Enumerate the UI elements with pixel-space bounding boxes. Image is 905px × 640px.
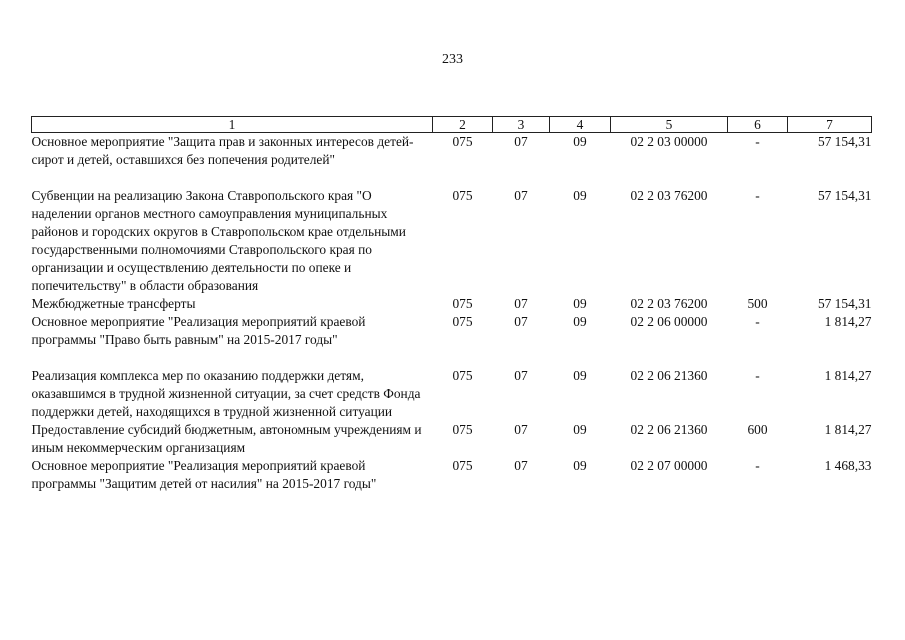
- row-target-article: 02 2 07 00000: [630, 458, 708, 473]
- row-expense-type: 500: [747, 296, 768, 311]
- row-grbs-code: 075: [452, 458, 473, 473]
- row-section-code: 07: [514, 368, 528, 383]
- row-target-article: 02 2 06 21360: [630, 422, 708, 437]
- row-subsection-code: 09: [573, 134, 587, 149]
- row-name: Предоставление субсидий бюджетным, автономным учреждениям и иным некоммерческим организациям: [31, 422, 422, 455]
- row-grbs-code: 075: [452, 188, 473, 203]
- row-target-article: 02 2 03 00000: [630, 134, 708, 149]
- table-row: [32, 457, 872, 493]
- row-subsection-code: 09: [573, 296, 587, 311]
- column-header: 4: [550, 117, 611, 133]
- row-name: Основное мероприятие "Реализация мероприятий краевой программы "Право быть равным" на 2015-2017 годы": [31, 314, 366, 347]
- row-section-code: 07: [514, 422, 528, 437]
- row-section-code: 07: [514, 458, 528, 473]
- row-expense-type: 600: [747, 422, 768, 437]
- row-expense-type: -: [755, 458, 760, 473]
- table-row: [32, 133, 872, 170]
- row-subsection-code: 09: [573, 188, 587, 203]
- table-row: [32, 421, 872, 457]
- row-name: Основное мероприятие "Защита прав и законных интересов детей-сирот и детей, оставшихся без попечения родителей": [31, 134, 414, 167]
- row-grbs-code: 075: [452, 314, 473, 329]
- table-row: [32, 187, 872, 295]
- row-target-article: 02 2 03 76200: [630, 296, 708, 311]
- column-header: 3: [493, 117, 550, 133]
- row-amount: 1 814,27: [824, 314, 872, 329]
- row-target-article: 02 2 06 21360: [630, 368, 708, 383]
- row-section-code: 07: [514, 296, 528, 311]
- row-subsection-code: 09: [573, 314, 587, 329]
- row-expense-type: -: [755, 368, 760, 383]
- row-name: Субвенции на реализацию Закона Ставропольского края "О наделении органов местного самоуправления муниципальных районов и городских округов в Ставропольском крае отдельными государственными полномочиями Ставропольского края по организации и осуществлению деятельности по опеке и попечительству" в области образования: [31, 188, 406, 293]
- row-amount: 57 154,31: [817, 134, 872, 149]
- row-amount: 57 154,31: [817, 296, 872, 311]
- row-grbs-code: 075: [452, 296, 473, 311]
- table-row: [32, 367, 872, 421]
- row-name: Реализация комплекса мер по оказанию поддержки детям, оказавшимся в трудной жизненной ситуации, за счет средств Фонда поддержки детей, находящихся в трудной жизненной ситуации: [31, 368, 421, 419]
- column-header: 7: [788, 117, 872, 133]
- row-section-code: 07: [514, 188, 528, 203]
- row-subsection-code: 09: [573, 422, 587, 437]
- row-section-code: 07: [514, 134, 528, 149]
- row-subsection-code: 09: [573, 368, 587, 383]
- row-spacer: [32, 349, 872, 367]
- row-amount: 1 814,27: [824, 422, 872, 437]
- row-grbs-code: 075: [452, 134, 473, 149]
- table-row: [32, 295, 872, 313]
- row-expense-type: -: [755, 314, 760, 329]
- page-number: 233: [442, 52, 463, 67]
- row-section-code: 07: [514, 314, 528, 329]
- column-header: 2: [433, 117, 493, 133]
- row-amount: 57 154,31: [817, 188, 872, 203]
- column-header: 1: [32, 117, 433, 133]
- row-expense-type: -: [755, 188, 760, 203]
- row-target-article: 02 2 03 76200: [630, 188, 708, 203]
- row-spacer: [32, 169, 872, 187]
- row-name: Межбюджетные трансферты: [31, 296, 196, 311]
- column-header: 6: [728, 117, 788, 133]
- row-name: Основное мероприятие "Реализация мероприятий краевой программы "Защитим детей от насилия" на 2015-2017 годы": [31, 458, 377, 491]
- row-grbs-code: 075: [452, 422, 473, 437]
- row-target-article: 02 2 06 00000: [630, 314, 708, 329]
- row-expense-type: -: [755, 134, 760, 149]
- row-amount: 1 814,27: [824, 368, 872, 383]
- row-grbs-code: 075: [452, 368, 473, 383]
- table-header-row: [32, 117, 872, 133]
- table-row: [32, 313, 872, 349]
- budget-table: [31, 116, 872, 493]
- column-header: 5: [611, 117, 728, 133]
- row-amount: 1 468,33: [824, 458, 872, 473]
- row-subsection-code: 09: [573, 458, 587, 473]
